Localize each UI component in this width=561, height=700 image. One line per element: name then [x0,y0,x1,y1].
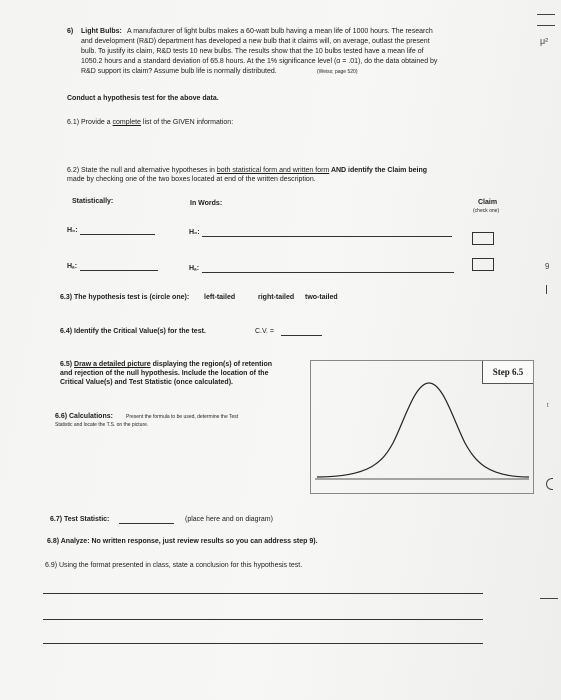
q66-label: 6.6) Calculations: [55,413,113,420]
ha-stat-label: Hₐ: [67,263,78,270]
problem-line-4: 1050.2 hours and a standard deviation of 65.8 hours. At the 1% significance level (α = .01), do the data obtained by [81,58,438,65]
instruction: Conduct a hypothesis test for the above data. [67,95,219,102]
q65-line-3: Critical Value(s) and Test Statistic (once calculated). [60,379,233,386]
h0-claim-checkbox[interactable] [472,232,494,245]
q63-label: 6.3) The hypothesis test is (circle one): [60,294,190,301]
test-statistic-blank[interactable] [119,523,174,524]
margin-arc [546,478,553,490]
margin-tick [546,285,547,294]
q69-label: 6.9) Using the format presented in class, state a conclusion for this hypothesis test. [45,562,303,569]
statistically-label: Statistically: [72,198,114,205]
q61-label: 6.1) Provide a complete list of the GIVEN information: [67,119,234,126]
option-two-tailed[interactable]: two-tailed [305,294,338,301]
q67-label: 6.7) Test Statistic: [50,516,110,523]
q62-line-2: made by checking one of the two boxes located at end of the written description. [67,176,316,183]
problem-line-1: A manufacturer of light bulbs makes a 60-watt bulb having a mean life of 1000 hours. The research [127,28,433,35]
h0-words-label: H₀: [189,229,200,236]
check-one-label: (check one) [473,208,500,214]
margin-mu: μ² [540,36,549,46]
conclusion-line-3[interactable] [43,643,483,644]
problem-line-3: bulb. To justify its claim, R&D tests 10 new bulbs. The results show that the 10 bulbs tested have a mean life of [81,48,424,55]
option-left-tailed[interactable]: left-tailed [204,294,236,301]
option-right-tailed[interactable]: right-tailed [258,294,295,301]
margin-rule-bottom [540,598,558,599]
h0-words-blank[interactable] [202,236,452,237]
q68-label: 6.8) Analyze: No written response, just review results so you can address step 9). [47,538,318,545]
cv-label: C.V. = [255,328,275,335]
diagram-box[interactable] [310,360,534,494]
margin-nine: 9 [545,262,550,271]
q66-note-2: Statistic and locate the T.S. on the picture. [55,422,149,428]
q67-note: (place here and on diagram) [185,516,273,523]
problem-line-5: R&D support its claim? Assume bulb life is normally distributed. [81,68,277,75]
in-words-label: In Words: [190,200,223,207]
normal-curve [311,361,533,493]
conclusion-line-2[interactable] [43,619,483,620]
claim-label: Claim [478,199,498,206]
h0-stat-label: H₀: [67,227,78,234]
q66-note-1: Present the formula to be used, determine the Test [126,414,239,420]
margin-t: t [547,403,549,409]
h0-stat-blank[interactable] [80,234,155,235]
step-label: Step 6.5 [492,367,524,377]
ha-words-blank[interactable] [202,272,454,273]
ha-stat-blank[interactable] [80,270,158,271]
q62-line-1: 6.2) State the null and alternative hypotheses in both statistical form and written form AND identify the Claim being [67,167,428,174]
q65-line-2: and rejection of the null hypothesis. Include the location of the [60,370,269,377]
q65-line-1: 6.5) Draw a detailed picture displaying the region(s) of retention [60,361,272,368]
problem-number: 6) [67,28,74,35]
cv-blank[interactable] [281,335,322,336]
margin-rule-top [537,14,555,26]
conclusion-line-1[interactable] [43,593,483,594]
ha-claim-checkbox[interactable] [472,258,494,271]
q64-label: 6.4) Identify the Critical Value(s) for the test. [60,328,206,335]
problem-source: (Weiss; page 520) [317,69,358,75]
problem-line-2: and development (R&D) department has developed a new bulb that it claims will, on average, outlast the present [81,38,430,45]
problem-title: Light Bulbs: [81,28,122,35]
ha-words-label: Hₐ: [189,265,200,272]
